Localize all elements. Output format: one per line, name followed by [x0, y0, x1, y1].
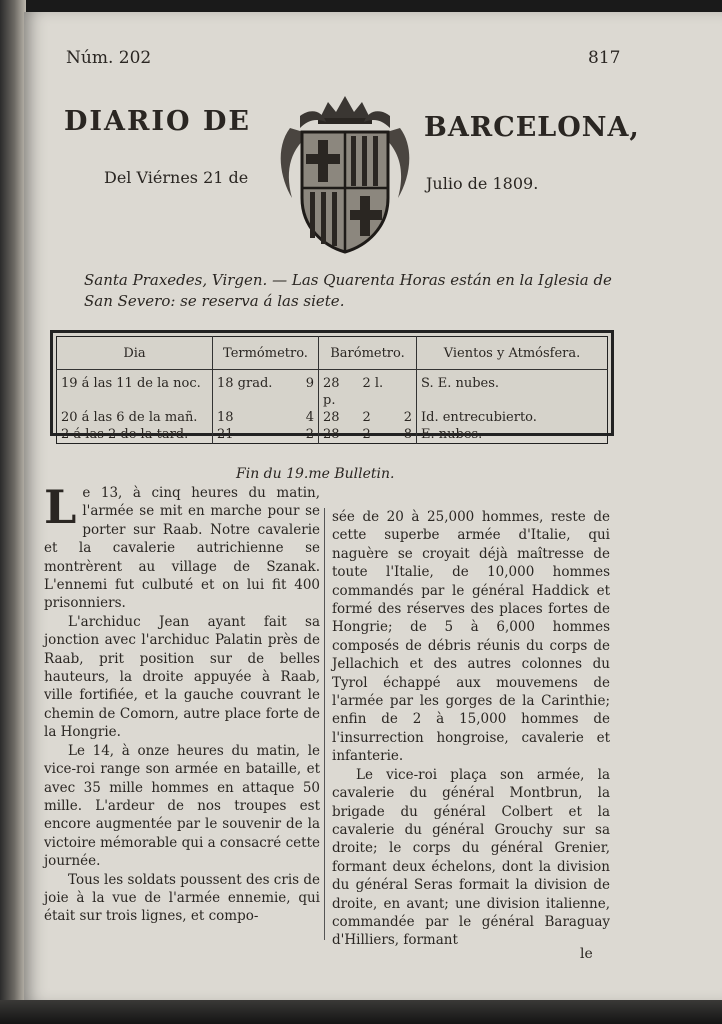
header-barometro: Barómetro. [319, 337, 417, 370]
paragraph: Tous les soldats poussent des cris de joie à la vue de l'armée ennemie, qui était sur trois lignes, et compo- [44, 871, 320, 925]
paragraph: Le 14, à onze heures du matin, le vice-roi range son armée en bataille, et avec 35 mille hommes en attaque 50 mille. L'ardeur de nos troupes est encore augmentée par le souvenir de la victoire mémorable qui a consacré cette journée. [44, 742, 320, 870]
paragraph: L'archiduc Jean ayant fait sa jonction avec l'archiduc Palatin près de Raab, prit position sur de belles hauteurs, la droite appuyée à Raab, ville fortifiée, et la gauche couvrant le chemin de Comorn, autre place forte de la Hongrie. [44, 613, 320, 741]
page-number: 817 [588, 48, 621, 68]
date-right: Julio de 1809. [426, 174, 539, 193]
header-vientos: Vientos y Atmósfera. [417, 337, 608, 370]
table-row: 2 á las 2 de la tard. 21 2 28 2 8 E. nubes. [57, 426, 608, 444]
article-column-right [332, 508, 610, 950]
saint-of-the-day: Santa Praxedes, Virgen. — Las Quarenta Horas están en la Iglesia de San Severo: se reserva á las siete. [84, 271, 612, 310]
coat-of-arms-icon [270, 88, 420, 256]
masthead-title-right: BARCELONA, [424, 112, 640, 143]
header-dia: Dia [57, 337, 213, 370]
table-row: 19 á las 11 de la noc. 18 grad. 9 28 p. 2 l. S. E. nubes. [57, 370, 608, 410]
bulletin-title: Fin du 19.me Bulletin. [236, 466, 395, 482]
date-left: Del Viérnes 21 de [104, 168, 249, 187]
paragraph: Le vice-roi plaça son armée, la cavalerie du général Montbrun, la brigade du général Colbert et la cavalerie du général Grouchy sur sa droite; le corps du général Grenier, formant deux échelons, dont la division du général Seras formait la division de droite, en avant; une division italienne, commandée par le général Baraguay d'Hilliers, formant [332, 766, 610, 949]
header-termometro: Termómetro. [213, 337, 319, 370]
issue-number: Núm. 202 [66, 48, 152, 68]
drop-cap: L [44, 480, 77, 534]
article-column-left [44, 480, 320, 926]
paragraph: Le 13, à cinq heures du matin, l'armée se mit en marche pour se porter sur Raab. Notre cavalerie et la cavalerie autrichienne se montrèrent au village de Szanak. L'ennemi fut culbuté et on lui fit 400 prisonniers. [44, 480, 320, 612]
catchword: le [580, 946, 593, 962]
book-spine [0, 0, 26, 1024]
page-bottom-edge [0, 1000, 722, 1024]
column-divider [324, 508, 325, 940]
masthead-title-left: DIARIO DE [64, 106, 251, 137]
table-row: 20 á las 6 de la mañ. 18 4 28 2 2 Id. entrecubierto. [57, 409, 608, 426]
weather-table [50, 330, 614, 442]
paragraph: sée de 20 à 25,000 hommes, reste de cette superbe armée d'Italie, qui naguère se croyait déjà maîtresse de toute l'Italie, de 10,000 hommes commandés par le général Haddick et formé des réserves des places fortes de Hongrie; de 5 à 6,000 hommes composés de débris réunis du corps de Jellachich et des autres colonnes du Tyrol échappé aux mouvemens de l'armée par les gorges de la Carinthie; enfin de 2 à 15,000 hommes de l'insurrection hongroise, cavalerie et infanterie. [332, 509, 610, 765]
